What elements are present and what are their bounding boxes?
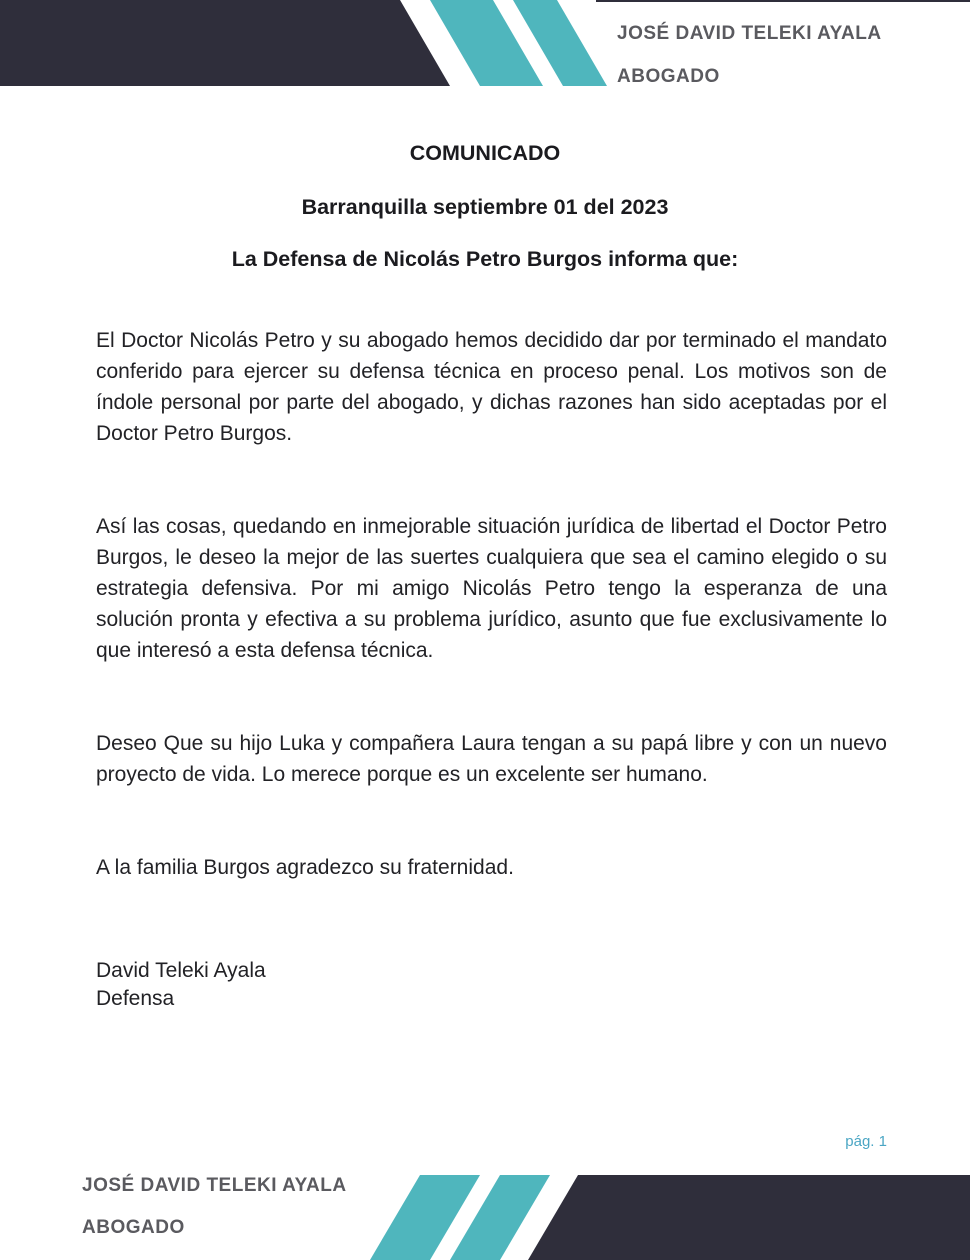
signature-name: David Teleki Ayala [96, 959, 266, 982]
footer-dark-band [528, 1175, 970, 1260]
document-title: COMUNICADO [409, 141, 561, 165]
intro-heading: La Defensa de Nicolás Petro Burgos informa que: [231, 247, 739, 271]
place-date: Barranquilla septiembre 01 del 2023 [301, 195, 669, 219]
footer-role: ABOGADO [82, 1217, 185, 1238]
footer-name: JOSÉ DAVID TELEKI AYALA [82, 1175, 347, 1196]
letterhead-role: ABOGADO [617, 66, 720, 87]
letterhead-name: JOSÉ DAVID TELEKI AYALA [617, 23, 882, 44]
header-accent-stripe-1 [430, 0, 543, 86]
paragraph-1: El Doctor Nicolás Petro y su abogado hemos decidido dar por terminado el mandato conferido para ejercer su defensa técnica en proceso penal. Los motivos son de índole personal por parte del abogado, y dichas razones han sido aceptadas por el Doctor Petro Burgos. [96, 329, 887, 445]
paragraph-3: Deseo Que su hijo Luka y compañera Laura tengan a su papá libre y con un nuevo proyecto de vida. Lo merece porque es un excelente ser humano. [96, 732, 887, 786]
footer-accent-stripe-1 [370, 1175, 480, 1260]
header-accent-stripe-2 [513, 0, 607, 86]
paragraph-4: A la familia Burgos agradezco su fraternidad. [96, 856, 514, 879]
header-dark-band [0, 0, 450, 86]
page-number: pág. 1 [845, 1133, 887, 1150]
footer-accent-stripe-2 [450, 1175, 550, 1260]
paragraph-2: Así las cosas, quedando en inmejorable situación jurídica de libertad el Doctor Petro Burgos, le deseo la mejor de las suertes cualquiera que sea el camino elegido o su estrategia defensiva. Por mi amigo Nicolás Petro tengo la esperanza de una solución pronta y efectiva a su problema jurídico, asunto que fue exclusivamente lo que interesó a esta defensa técnica. [96, 515, 887, 662]
signature-role: Defensa [96, 987, 175, 1010]
